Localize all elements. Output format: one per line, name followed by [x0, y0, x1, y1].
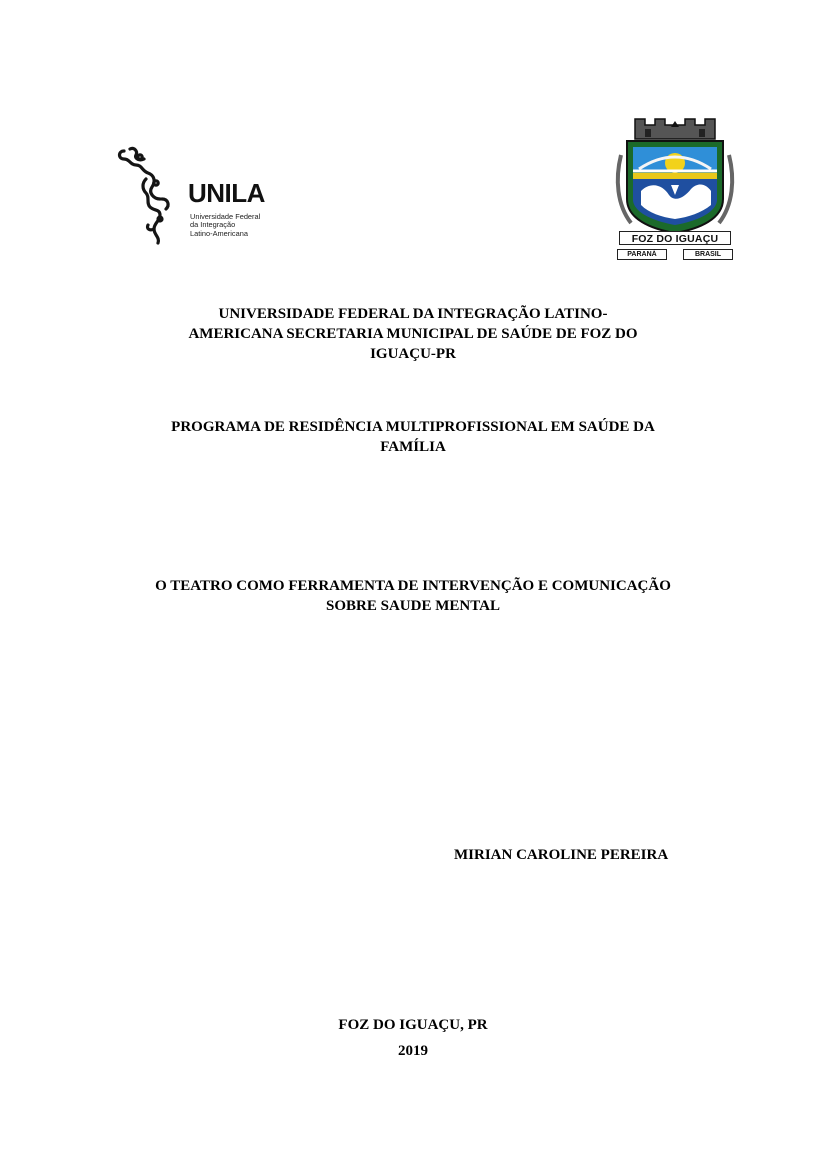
foz-do-iguacu-crest [611, 115, 739, 267]
document-title [120, 576, 706, 616]
institution-line: IGUAÇU-PR [370, 346, 456, 362]
author-name: MIRIAN CAROLINE PEREIRA [454, 847, 669, 863]
unila-subtitle-line: Universidade Federal [190, 212, 261, 221]
crest-banner: FOZ DO IGUAÇU [619, 231, 731, 245]
year: 2019 [398, 1043, 428, 1059]
program-line: FAMÍLIA [380, 439, 446, 455]
unila-logo-icon [116, 143, 186, 248]
crest-ribbon-right: BRASIL [683, 249, 733, 260]
unila-subtitle-line: da Integração [190, 220, 236, 230]
unila-subtitle [190, 213, 280, 238]
program-line: PROGRAMA DE RESIDÊNCIA MULTIPROFISSIONAL EM SAÚDE DA [171, 419, 655, 435]
place: FOZ DO IGUAÇU, PR [338, 1017, 488, 1033]
institution-line: UNIVERSIDADE FEDERAL DA INTEGRAÇÃO LATINO- [218, 306, 608, 322]
unila-logo [116, 143, 265, 248]
institution-heading [120, 304, 706, 364]
crest-ribbon-left: PARANÁ [617, 249, 667, 260]
institution-line: AMERICANA SECRETARIA MUNICIPAL DE SAÚDE DE FOZ DO [188, 326, 638, 342]
unila-brand-text: UNILA [188, 178, 265, 208]
unila-subtitle-line: Latino-Americana [190, 228, 248, 238]
title-line: O TEATRO COMO FERRAMENTA DE INTERVENÇÃO E COMUNICAÇÃO [155, 578, 671, 594]
program-heading [120, 417, 706, 457]
title-line: SOBRE SAUDE MENTAL [326, 598, 500, 614]
